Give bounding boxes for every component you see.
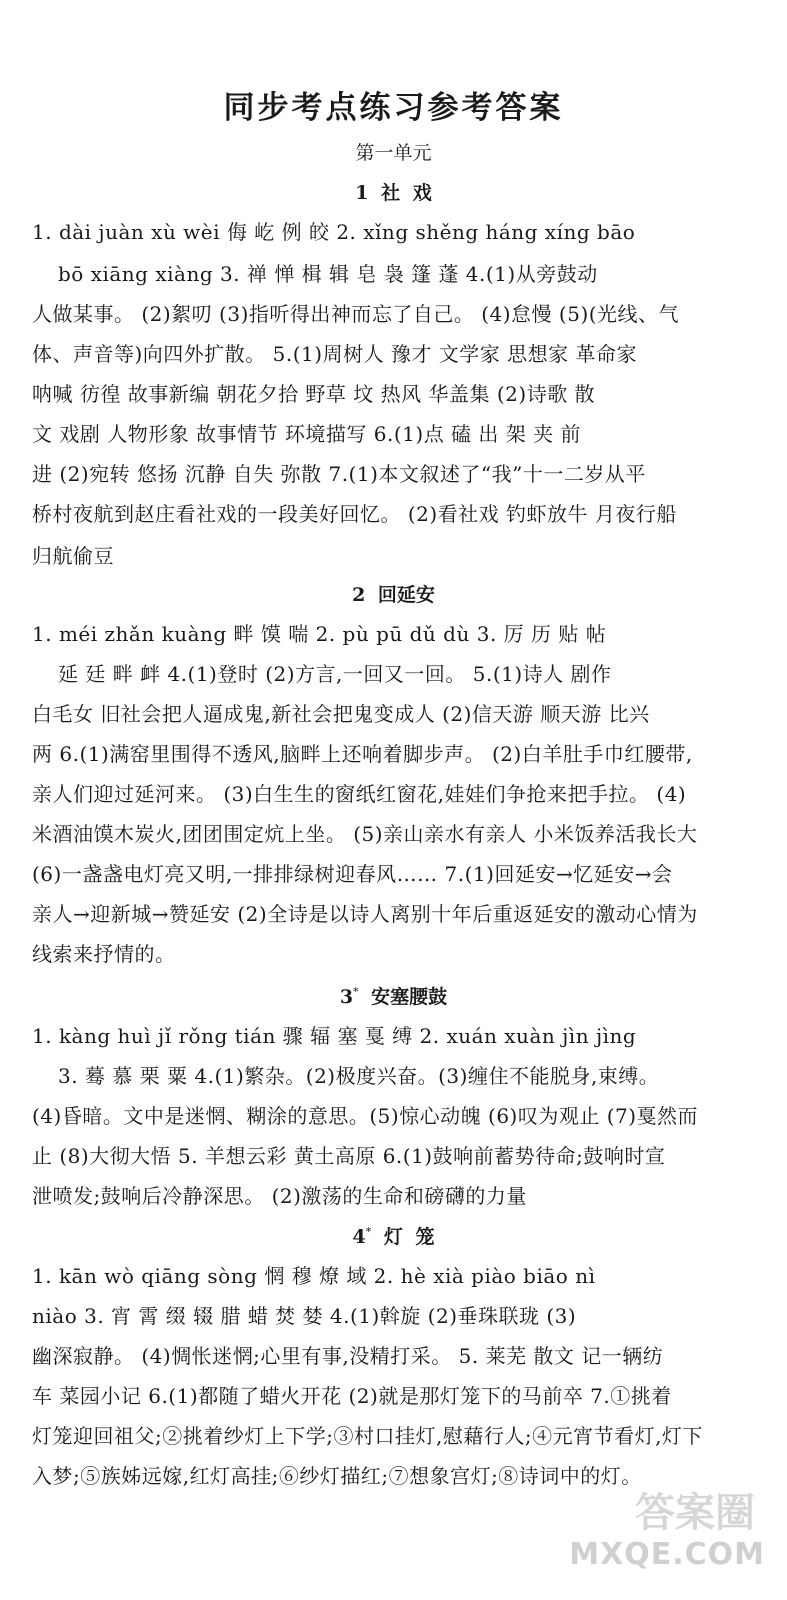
answer-line: 1. kàng huì jǐ rǒng tián 骤 辐 塞 戛 缚 2. xuán xuàn jìn jìng: [32, 1024, 637, 1048]
watermark-logo: 答案圈: [635, 1490, 755, 1536]
answer-line: 入梦;⑤族姊远嫁,红灯高挂;⑥纱灯描红;⑦想象宫灯;⑧诗词中的灯。: [32, 1464, 642, 1488]
answer-line: 进 (2)宛转 悠扬 沉静 自失 弥散 7.(1)本文叙述了“我”十一二岁从平: [32, 462, 646, 486]
answer-line: 体、声音等)向四外扩散。 5.(1)周树人 豫才 文学家 思想家 革命家: [32, 342, 638, 366]
lesson-4-name: 灯 笼: [383, 1226, 435, 1248]
lesson-4-number: 4: [352, 1226, 366, 1248]
answer-line: 泄喷发;鼓响后冷静深思。 (2)激荡的生命和磅礴的力量: [32, 1184, 527, 1208]
answer-line: 止 (8)大彻大悟 5. 羊想云彩 黄土高原 6.(1)鼓响前蓄势待命;鼓响时宣: [32, 1144, 666, 1168]
answer-line: 归航偷豆: [32, 544, 114, 568]
answer-line: (4)昏暗。文中是迷惘、糊涂的意思。(5)惊心动魄 (6)叹为观止 (7)戛然而: [32, 1104, 699, 1128]
answer-line: 灯笼迎回祖父;②挑着纱灯上下学;③村口挂灯,慰藉行人;④元宵节看灯,灯下: [32, 1424, 703, 1448]
answer-line: 呐喊 彷徨 故事新编 朝花夕拾 野草 坟 热风 华盖集 (2)诗歌 散: [32, 382, 596, 406]
self-study-mark: *: [365, 1225, 372, 1239]
answer-line: 文 戏剧 人物形象 故事情节 环境描写 6.(1)点 磕 出 架 夹 前: [32, 422, 581, 446]
answer-line: 1. méi zhǎn kuàng 畔 馍 喘 2. pù pū dǔ dù 3. 厉 历 贴 帖: [32, 622, 607, 646]
answer-line: 两 6.(1)满窑里围得不透风,脑畔上还响着脚步声。 (2)白羊肚手巾红腰带,: [32, 742, 693, 766]
page-title: 同步考点练习参考答案: [223, 90, 564, 126]
answer-line: 人做某事。 (2)絮叨 (3)指听得出神而忘了自己。 (4)怠慢 (5)(光线、气: [32, 302, 680, 326]
answer-line: 幽深寂静。 (4)惆怅迷惘;心里有事,没精打采。 5. 莱芜 散文 记一辆纺: [32, 1344, 664, 1368]
watermark-url: MXQE.COM: [569, 1537, 765, 1572]
answer-line: 车 菜园小记 6.(1)都随了蜡火开花 (2)就是那灯笼下的马前卒 7.①挑着: [32, 1384, 672, 1408]
unit-heading: 第一单元: [355, 142, 432, 164]
answer-line: 3. 蓦 慕 栗 粟 4.(1)繁杂。(2)极度兴奋。(3)缠住不能脱身,束缚。: [58, 1064, 660, 1088]
answer-line: bō xiāng xiàng 3. 禅 惮 楫 辑 皂 袅 篷 蓬 4.(1)从旁鼓动: [58, 262, 598, 286]
answer-line: 线索来抒情的。: [32, 942, 176, 966]
answer-line: 桥村夜航到赵庄看社戏的一段美好回忆。 (2)看社戏 钓虾放牛 月夜行船: [32, 502, 677, 526]
answer-line: 米酒油馍木炭火,团团围定炕上坐。 (5)亲山亲水有亲人 小米饭养活我长大: [32, 822, 698, 846]
lesson-1-heading: 1 社 戏: [355, 182, 432, 204]
answer-line: 1. kān wò qiāng sòng 惘 穆 燎 域 2. hè xià piào biāo nì: [32, 1264, 596, 1288]
lesson-2-heading: 2 回延安: [352, 584, 435, 606]
answer-line: 亲人→迎新城→赞延安 (2)全诗是以诗人离别十年后重返延安的激动心情为: [32, 902, 698, 926]
answer-line: 1. dài juàn xù wèi 侮 屹 例 皎 2. xǐng shěng háng xíng bāo: [32, 220, 636, 244]
self-study-mark: *: [353, 985, 359, 999]
answer-line: 延 廷 畔 衅 4.(1)登时 (2)方言,一回又一回。 5.(1)诗人 剧作: [58, 662, 612, 686]
site-watermark: [569, 1482, 765, 1572]
lesson-3-name: 安塞腰鼓: [371, 986, 448, 1008]
answer-line: 白毛女 旧社会把人逼成鬼,新社会把鬼变成人 (2)信天游 顺天游 比兴: [32, 702, 650, 726]
answer-line: niào 3. 宵 霄 缀 辍 腊 蜡 焚 婪 4.(1)斡旋 (2)垂珠联珑 (3): [32, 1304, 577, 1328]
answer-line: (6)一盏盏电灯亮又明,一排排绿树迎春风…… 7.(1)回延安→忆延安→会: [32, 862, 673, 886]
lesson-3-number: 3: [339, 986, 354, 1008]
lesson-4-heading: [0, 1222, 787, 1249]
lesson-3-heading: [0, 982, 787, 1009]
answer-line: 亲人们迎过延河来。 (3)白生生的窗纸红窗花,娃娃们争抢来把手拉。 (4): [32, 782, 687, 806]
